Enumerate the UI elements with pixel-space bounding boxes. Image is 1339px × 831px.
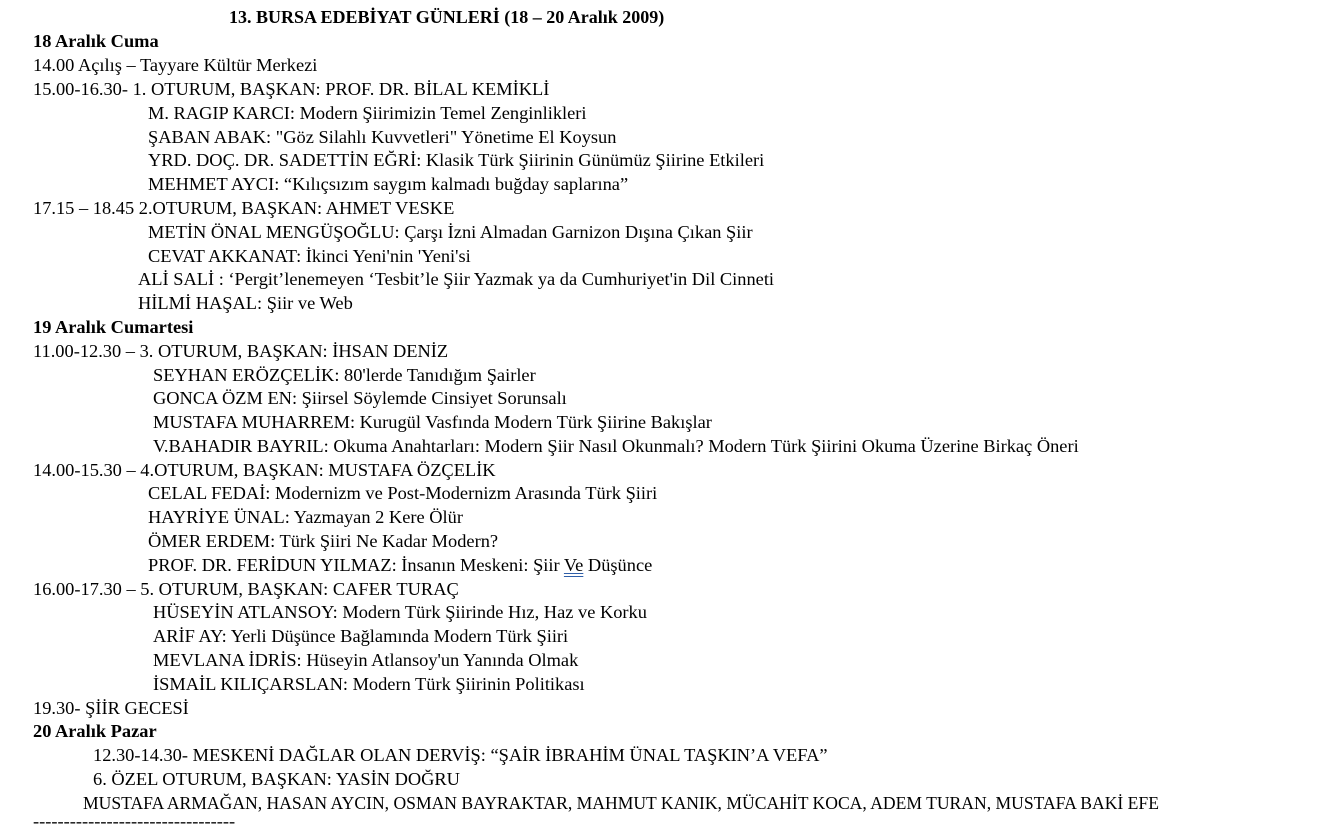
poetry-night-line: 19.30- ŞİİR GECESİ (33, 698, 189, 718)
talk-item: GONCA ÖZM EN: Şiirsel Söylemde Cinsiyet Sorunsalı (153, 388, 567, 408)
opening-line: 14.00 Açılış – Tayyare Kültür Merkezi (33, 55, 318, 75)
talk-item: CEVAT AKKANAT: İkinci Yeni'nin 'Yeni'si (148, 246, 471, 266)
talk-item: ŞABAN ABAK: "Göz Silahlı Kuvvetleri" Yönetime El Koysun (148, 127, 617, 147)
participants-line: MUSTAFA ARMAĞAN, HASAN AYCIN, OSMAN BAYRAKTAR, MAHMUT KANIK, MÜCAHİT KOCA, ADEM TURAN, MUSTAFA BAKİ EFE (83, 793, 1159, 813)
day-heading-19: 19 Aralık Cumartesi (33, 317, 194, 337)
talk-item: ÖMER ERDEM: Türk Şiiri Ne Kadar Modern? (148, 531, 499, 551)
talk-item: HÜSEYİN ATLANSOY: Modern Türk Şiirinde Hız, Haz ve Korku (153, 602, 647, 622)
talk-item: MEVLANA İDRİS: Hüseyin Atlansoy'un Yanında Olmak (153, 650, 579, 670)
day-heading-18: 18 Aralık Cuma (33, 31, 159, 51)
spellcheck-underlined-word[interactable]: Ve (563, 555, 584, 575)
separator-line: --------------------------------- (33, 811, 236, 831)
day-heading-20: 20 Aralık Pazar (33, 721, 157, 741)
talk-text: PROF. DR. FERİDUN YILMAZ: İnsanın Meskeni: Şiir (148, 555, 564, 575)
special-session-header: 6. ÖZEL OTURUM, BAŞKAN: YASİN DOĞRU (93, 769, 460, 789)
document-title: 13. BURSA EDEBİYAT GÜNLERİ (18 – 20 Aralık 2009) (229, 7, 665, 27)
talk-item-feridun (148, 553, 652, 577)
tribute-session-line: 12.30-14.30- MESKENİ DAĞLAR OLAN DERVİŞ: “ŞAİR İBRAHİM ÜNAL TAŞKIN’A VEFA” (93, 745, 828, 765)
talk-item: YRD. DOÇ. DR. SADETTİN EĞRİ: Klasik Türk Şiirinin Günümüz Şiirine Etkileri (148, 150, 765, 170)
session-2-header: 17.15 – 18.45 2.OTURUM, BAŞKAN: AHMET VESKE (33, 198, 455, 218)
talk-item: CELAL FEDAİ: Modernizm ve Post-Modernizm Arasında Türk Şiiri (148, 483, 658, 503)
session-1-header: 15.00-16.30- 1. OTURUM, BAŞKAN: PROF. DR. BİLAL KEMİKLİ (33, 79, 550, 99)
talk-item: HİLMİ HAŞAL: Şiir ve Web (138, 293, 353, 313)
talk-item: MEHMET AYCI: “Kılıçsızım saygım kalmadı buğday saplarına” (148, 174, 629, 194)
talk-item: SEYHAN ERÖZÇELİK: 80'lerde Tanıdığım Şairler (153, 365, 536, 385)
talk-item: M. RAGIP KARCI: Modern Şiirimizin Temel Zenginlikleri (148, 103, 587, 123)
session-4-header: 14.00-15.30 – 4.OTURUM, BAŞKAN: MUSTAFA ÖZÇELİK (33, 460, 496, 480)
talk-item: ALİ SALİ : ‘Pergit’lenemeyen ‘Tesbit’le Şiir Yazmak ya da Cumhuriyet'in Dil Cinneti (138, 269, 775, 289)
session-5-header: 16.00-17.30 – 5. OTURUM, BAŞKAN: CAFER TURAÇ (33, 579, 459, 599)
talk-item: İSMAİL KILIÇARSLAN: Modern Türk Şiirinin Politikası (153, 674, 585, 694)
talk-item: V.BAHADIR BAYRIL: Okuma Anahtarları: Modern Şiir Nasıl Okunmalı? Modern Türk Şiirini Okuma Üzerine Birkaç Öneri (153, 436, 1079, 456)
talk-item: HAYRİYE ÜNAL: Yazmayan 2 Kere Ölür (148, 507, 463, 527)
talk-item: ARİF AY: Yerli Düşünce Bağlamında Modern Türk Şiiri (153, 626, 569, 646)
talk-text: Düşünce (583, 555, 653, 575)
talk-item: MUSTAFA MUHARREM: Kurugül Vasfında Modern Türk Şiirine Bakışlar (153, 412, 712, 432)
talk-item: METİN ÖNAL MENGÜŞOĞLU: Çarşı İzni Almadan Garnizon Dışına Çıkan Şiir (148, 222, 753, 242)
session-3-header: 11.00-12.30 – 3. OTURUM, BAŞKAN: İHSAN DENİZ (33, 341, 449, 361)
